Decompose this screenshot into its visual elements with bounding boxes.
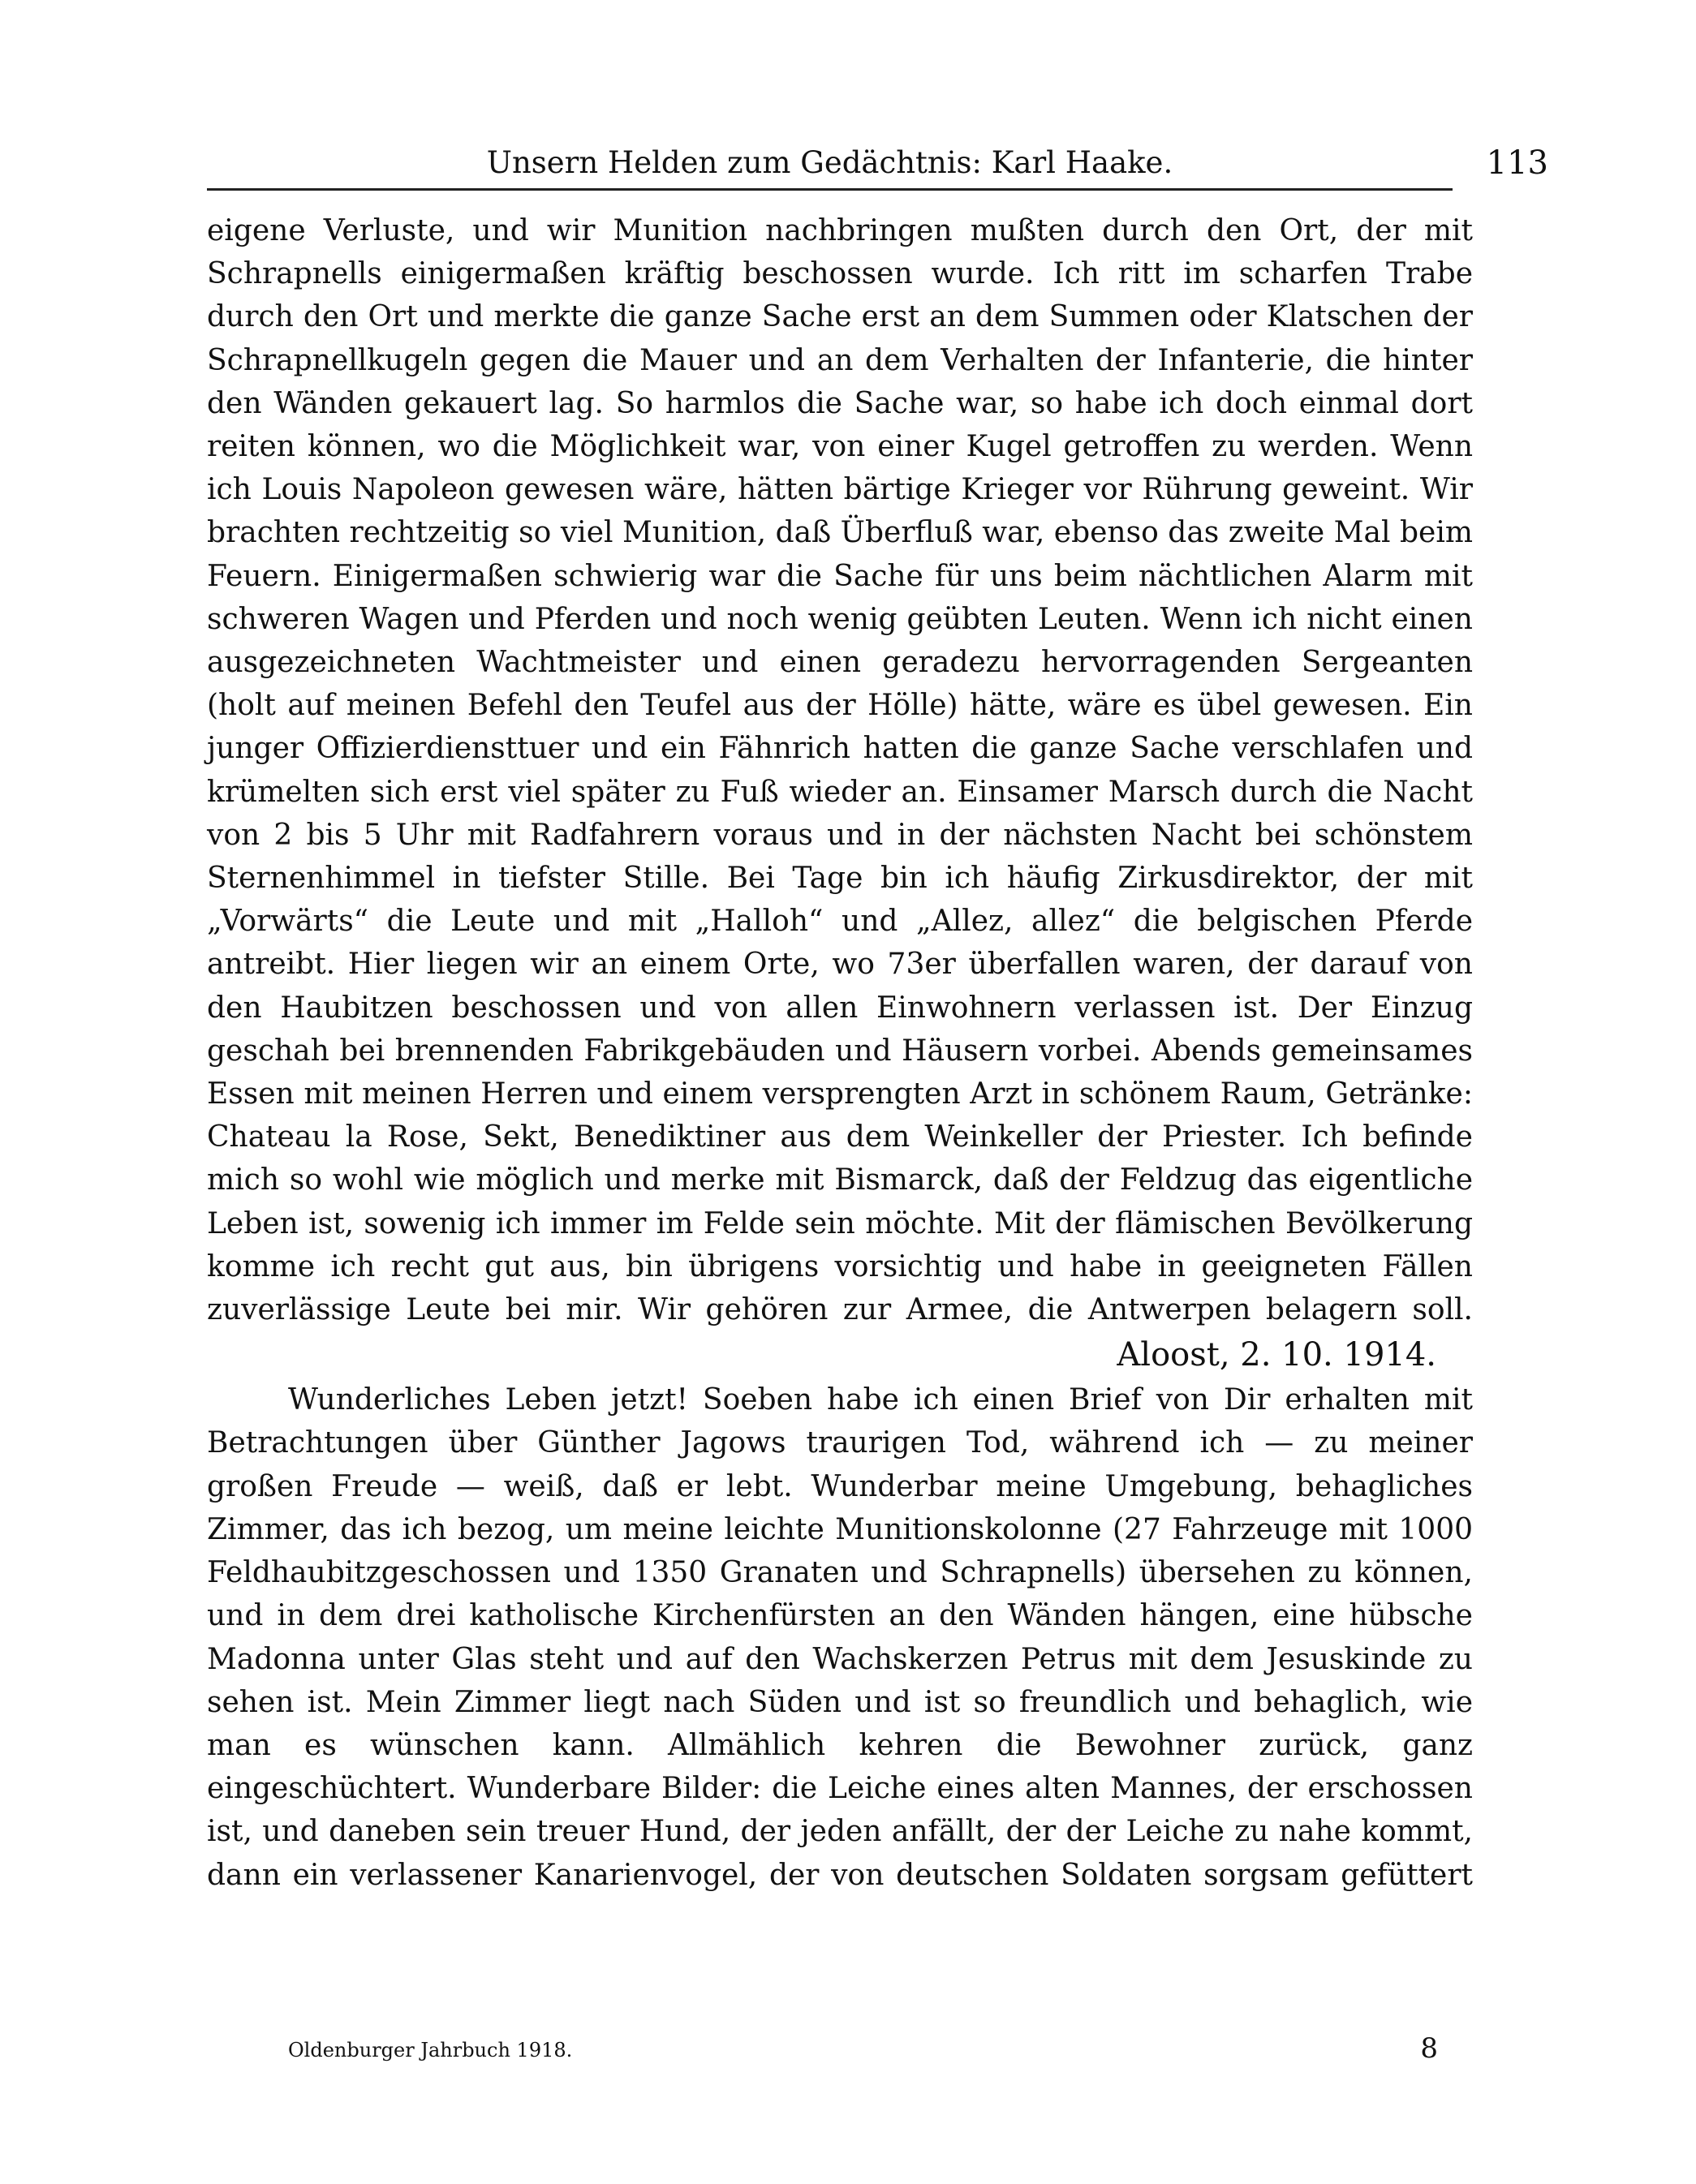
letter-date: Aloost, 2. 10. 1914. (1117, 1336, 1436, 1374)
footer-title: Oldenburger Jahrbuch 1918. (288, 2039, 573, 2061)
signature-mark: 8 (1420, 2032, 1438, 2065)
page-number: 113 (1486, 144, 1548, 182)
body-text (207, 209, 1473, 1897)
paragraph-1: eigene Verluste, und wir Munition nachbringen mußten durch den Ort, der mit Schrapnells einigermaßen kräftig beschossen wurde. Ich ritt im scharfen Trabe durch den Ort und merkte die ganze Sache erst an dem Summen oder Klatschen der Schrapnellkugeln gegen die Mauer und an dem Verhalten der Infanterie, die hinter den Wänden gekauert lag. So harmlos die Sache war, so habe ich doch einmal dort reiten können, wo die Möglichkeit war, von einer Kugel getroffen zu werden. Wenn ich Louis Napoleon gewesen wäre, hätten bärtige Krieger vor Rührung geweint. Wir brachten rechtzeitig so viel Munition, daß Überfluß war, ebenso das zweite Mal beim Feuern. Einigermaßen schwierig war die Sache für uns beim nächtlichen Alarm mit schweren Wagen und Pferden und noch wenig geübten Leuten. Wenn ich nicht einen ausgezeichneten Wachtmeister und einen geradezu hervorragenden Sergeanten (holt auf meinen Befehl den Teufel aus der Hölle) hätte, wäre es übel gewesen. Ein junger Offizierdiensttuer und ein Fähnrich hatten die ganze Sache verschlafen und krümelten sich erst viel später zu Fuß wieder an. Einsamer Marsch durch die Nacht von 2 bis 5 Uhr mit Radfahrern voraus und in der nächsten Nacht bei schönstem Sternenhimmel in tiefster Stille. Bei Tage bin ich häufig Zirkusdirektor, der mit „Vorwärts“ die Leute und mit „Halloh“ und „Allez, allez“ die belgischen Pferde antreibt. Hier liegen wir an einem Orte, wo 73er überfallen waren, der darauf von den Haubitzen beschossen und von allen Einwohnern verlassen ist. Der Einzug geschah bei brennenden Fabrikgebäuden und Häusern vorbei. Abends gemeinsames Essen mit meinen Herren und einem versprengten Arzt in schönem Raum, Getränke: Chateau la Rose, Sekt, Benediktiner aus dem Weinkeller der Priester. Ich befinde mich so wohl wie möglich und merke mit Bismarck, daß der Feldzug das eigentliche Leben ist, sowenig ich immer im Felde sein möchte. Mit der flämischen Bevölkerung komme ich recht gut aus, bin übrigens vorsichtig und habe in geeigneten Fällen zuverlässige Leute bei mir. Wir gehören zur Armee, die Antwerpen belagern soll. (207, 214, 1473, 1327)
header-title: Unsern Helden zum Gedächtnis: Karl Haake. (486, 145, 1173, 180)
paragraph-2: Wunderliches Leben jetzt! Soeben habe ich einen Brief von Dir erhalten mit Betrachtungen über Günther Jagows traurigen Tod, während ich — zu meiner großen Freude — weiß, daß er lebt. Wunderbar meine Umgebung, behagliches Zimmer, das ich bezog, um meine leichte Munitionskolonne (27 Fahrzeuge mit 1000 Feldhaubitzgeschossen und 1350 Granaten und Schrapnells) übersehen zu können, und in dem drei katholische Kirchenfürsten an den Wänden hängen, eine hübsche Madonna unter Glas steht und auf den Wachskerzen Petrus mit dem Jesuskinde zu sehen ist. Mein Zimmer liegt nach Süden und ist so freundlich und behaglich, wie man es wünschen kann. Allmählich kehren die Bewohner zurück, ganz eingeschüchtert. Wunderbare Bilder: die Leiche eines alten Mannes, der erschossen ist, und daneben sein treuer Hund, der jeden anfällt, der der Leiche zu nahe kommt, dann ein verlassener Kanarienvogel, der von deutschen Soldaten sorgsam gefüttert (207, 1383, 1473, 1892)
running-header (207, 138, 1548, 191)
